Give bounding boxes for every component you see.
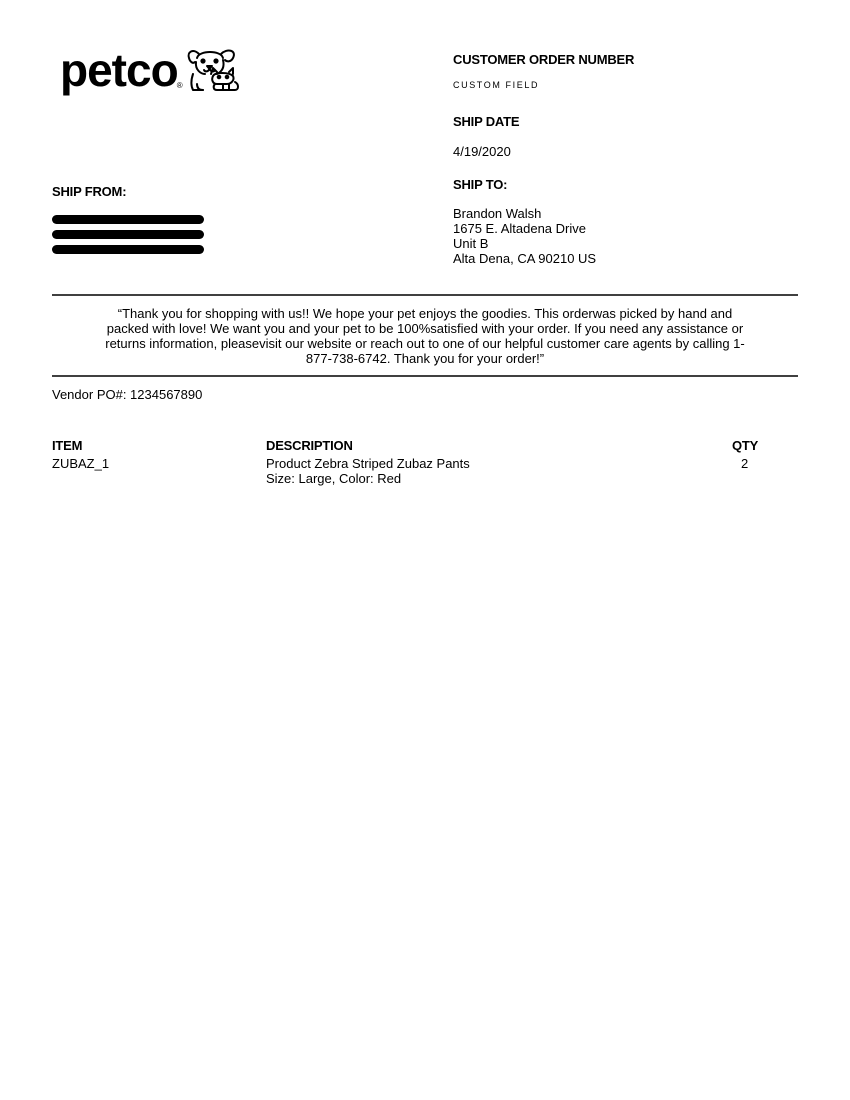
ship-date-label: SHIP DATE <box>453 114 520 129</box>
ship-to-label: SHIP TO: <box>453 177 508 192</box>
redacted-address-line-1 <box>52 215 204 224</box>
divider-top <box>52 294 798 296</box>
column-header-item: ITEM <box>52 438 83 453</box>
ship-from-label: SHIP FROM: <box>52 184 127 199</box>
item-description-line-2: Size: Large, Color: Red <box>266 471 402 486</box>
customer-order-number-value: CUSTOM FIELD <box>453 80 540 90</box>
ship-to-unit: Unit B <box>453 236 489 251</box>
thank-you-message: “Thank you for shopping with us!! We hope your pet enjoys the goodies. This orderwas picked by hand and packed with love! We want you and your pet to be 100%satisfied with your order. If you need any assistance or returns information, pleasevisit our website or reach out to one of our helpful customer care agents by calling 1-877-738-6742. Thank you for your order!” <box>105 306 745 366</box>
column-header-qty: QTY <box>732 438 759 453</box>
item-description-line-1: Product Zebra Striped Zubaz Pants <box>266 456 470 471</box>
ship-to-name: Brandon Walsh <box>453 206 542 221</box>
customer-order-number-label: CUSTOMER ORDER NUMBER <box>453 52 635 67</box>
ship-date-value: 4/19/2020 <box>453 144 511 159</box>
ship-to-city: Alta Dena, CA 90210 US <box>453 251 597 266</box>
dog-and-cat-icon <box>185 44 241 97</box>
ship-to-address <box>453 206 596 266</box>
vendor-po-number: Vendor PO#: 1234567890 <box>52 387 203 402</box>
logo-registered-mark: ® <box>176 80 183 90</box>
item-quantity: 2 <box>741 456 749 471</box>
ship-to-street: 1675 E. Altadena Drive <box>453 221 586 236</box>
item-description <box>266 456 470 486</box>
item-sku: ZUBAZ_1 <box>52 456 110 471</box>
divider-bottom <box>52 375 798 377</box>
redacted-address-line-2 <box>52 230 204 239</box>
column-header-description: DESCRIPTION <box>266 438 353 453</box>
petco-logo <box>60 44 241 96</box>
logo-wordmark: petco <box>60 44 178 96</box>
redacted-address-line-3 <box>52 245 204 254</box>
